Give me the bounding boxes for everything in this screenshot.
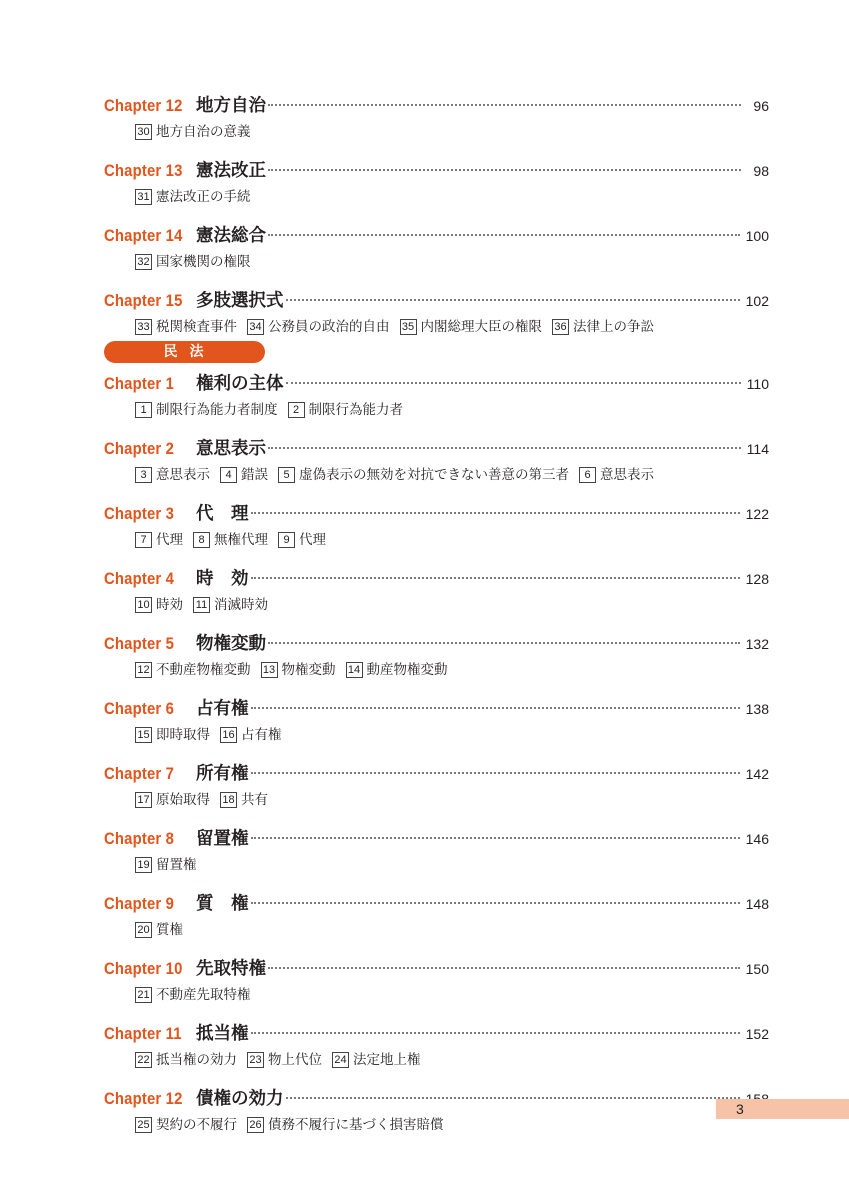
topic-text: 法定地上権 — [353, 1052, 421, 1068]
topic-number-box: 6 — [579, 467, 596, 483]
topic-list — [104, 463, 769, 487]
topic-item — [278, 528, 326, 552]
dot-leader — [251, 836, 740, 839]
topic-number-box: 21 — [135, 987, 152, 1003]
chapter-page-number: 132 — [745, 636, 769, 652]
topic-item — [346, 658, 448, 682]
topic-number-box: 22 — [135, 1052, 152, 1068]
toc-entry-heading — [104, 370, 769, 398]
topic-text: 不動産先取特権 — [156, 987, 251, 1003]
topic-text: 制限行為能力者制度 — [156, 402, 278, 418]
topic-text: 消滅時効 — [214, 597, 268, 613]
topic-item — [278, 463, 569, 487]
topic-item — [220, 788, 268, 812]
toc-entry — [104, 435, 769, 487]
chapter-title: 地方自治 — [196, 96, 266, 116]
topic-number-box: 19 — [135, 857, 152, 873]
topic-text: 時効 — [156, 597, 183, 613]
topic-number-box: 31 — [135, 189, 152, 205]
chapter-label: Chapter 5 — [104, 635, 175, 653]
topic-item — [135, 528, 183, 552]
topic-item — [135, 463, 210, 487]
topic-item — [247, 1113, 444, 1137]
toc-entry-heading — [104, 1020, 769, 1048]
topic-text: 憲法改正の手続 — [156, 189, 251, 205]
topic-list — [104, 593, 769, 617]
topic-number-box: 16 — [220, 727, 237, 743]
toc-entry — [104, 92, 769, 144]
topic-number-box: 26 — [247, 1117, 264, 1133]
chapter-label: Chapter 12 — [104, 1090, 183, 1108]
topic-text: 税関検査事件 — [156, 319, 237, 335]
topic-text: 抵当権の効力 — [156, 1052, 237, 1068]
toc-entry — [104, 695, 769, 747]
chapter-title: 物権変動 — [196, 634, 266, 654]
toc-entry — [104, 1020, 769, 1072]
toc-entry-heading — [104, 955, 769, 983]
dot-leader — [251, 771, 740, 774]
topic-number-box: 18 — [220, 792, 237, 808]
chapter-label: Chapter 1 — [104, 375, 175, 393]
chapter-label: Chapter 15 — [104, 292, 183, 310]
topic-text: 不動産物権変動 — [156, 662, 251, 678]
toc-entry-heading — [104, 222, 769, 250]
chapter-title: 意思表示 — [196, 439, 266, 459]
toc-entry — [104, 1085, 769, 1137]
chapter-title: 憲法改正 — [196, 161, 266, 181]
topic-list — [104, 398, 769, 422]
chapter-title: 権利の主体 — [196, 374, 284, 394]
dot-leader — [268, 641, 740, 644]
chapter-page-number: 96 — [753, 98, 769, 114]
dot-leader — [251, 1031, 740, 1034]
topic-text: 共有 — [241, 792, 268, 808]
topic-number-box: 5 — [278, 467, 295, 483]
topic-text: 虚偽表示の無効を対抗できない善意の第三者 — [299, 467, 569, 483]
topic-number-box: 25 — [135, 1117, 152, 1133]
chapter-title: 時 効 — [196, 569, 249, 589]
topic-item — [135, 788, 210, 812]
topic-list — [104, 1113, 769, 1137]
topic-number-box: 24 — [332, 1052, 349, 1068]
topic-number-box: 13 — [261, 662, 278, 678]
chapter-label: Chapter 3 — [104, 505, 175, 523]
chapter-label: Chapter 7 — [104, 765, 175, 783]
chapter-page-number: 122 — [745, 506, 769, 522]
topic-number-box: 30 — [135, 124, 152, 140]
topic-list — [104, 528, 769, 552]
toc-constitution — [104, 92, 769, 352]
topic-text: 即時取得 — [156, 727, 210, 743]
toc-entry-heading — [104, 630, 769, 658]
toc-entry — [104, 370, 769, 422]
topic-text: 代理 — [156, 532, 183, 548]
toc-entry — [104, 287, 769, 339]
topic-text: 意思表示 — [600, 467, 654, 483]
topic-number-box: 20 — [135, 922, 152, 938]
toc-entry-heading — [104, 287, 769, 315]
dot-leader — [268, 233, 740, 236]
topic-item — [247, 315, 390, 339]
chapter-title: 抵当権 — [196, 1024, 249, 1044]
topic-item — [135, 315, 237, 339]
dot-leader — [251, 901, 740, 904]
toc-entry — [104, 565, 769, 617]
page-number: 3 — [716, 1099, 849, 1119]
topic-text: 制限行為能力者 — [308, 402, 403, 418]
topic-number-box: 1 — [135, 402, 152, 418]
topic-item — [193, 593, 268, 617]
chapter-title: 憲法総合 — [196, 226, 266, 246]
topic-item — [135, 398, 278, 422]
topic-item — [135, 250, 251, 274]
chapter-page-number: 102 — [745, 293, 769, 309]
toc-entry-heading — [104, 825, 769, 853]
chapter-page-number: 150 — [745, 961, 769, 977]
toc-entry — [104, 955, 769, 1007]
chapter-label: Chapter 14 — [104, 227, 183, 245]
toc-entry — [104, 825, 769, 877]
topic-list — [104, 1048, 769, 1072]
dot-leader — [286, 381, 741, 384]
topic-text: 無権代理 — [214, 532, 268, 548]
chapter-label: Chapter 8 — [104, 830, 175, 848]
chapter-page-number: 146 — [745, 831, 769, 847]
toc-entry-heading — [104, 890, 769, 918]
topic-item — [135, 185, 251, 209]
dot-leader — [268, 446, 741, 449]
chapter-label: Chapter 13 — [104, 162, 183, 180]
topic-number-box: 32 — [135, 254, 152, 270]
topic-number-box: 34 — [247, 319, 264, 335]
chapter-page-number: 114 — [746, 441, 769, 457]
topic-list — [104, 658, 769, 682]
topic-item — [135, 1048, 237, 1072]
dot-leader — [268, 966, 740, 969]
topic-number-box: 10 — [135, 597, 152, 613]
topic-item — [220, 723, 282, 747]
toc-entry — [104, 157, 769, 209]
chapter-page-number: 98 — [753, 163, 769, 179]
topic-list — [104, 788, 769, 812]
topic-item — [135, 853, 197, 877]
chapter-page-number: 100 — [745, 228, 769, 244]
chapter-page-number: 128 — [745, 571, 769, 587]
toc-entry — [104, 222, 769, 274]
toc-entry-heading — [104, 500, 769, 528]
topic-text: 債務不履行に基づく損害賠償 — [268, 1117, 444, 1133]
topic-list — [104, 918, 769, 942]
topic-item — [579, 463, 654, 487]
topic-list — [104, 853, 769, 877]
toc-civil-law — [104, 370, 769, 1150]
topic-list — [104, 723, 769, 747]
topic-item — [220, 463, 268, 487]
chapter-label: Chapter 4 — [104, 570, 175, 588]
topic-text: 法律上の争訟 — [573, 319, 654, 335]
topic-item — [332, 1048, 421, 1072]
topic-item — [193, 528, 268, 552]
topic-text: 公務員の政治的自由 — [268, 319, 390, 335]
topic-number-box: 3 — [135, 467, 152, 483]
topic-item — [261, 658, 336, 682]
chapter-page-number: 110 — [746, 376, 769, 392]
topic-text: 占有権 — [241, 727, 282, 743]
topic-number-box: 35 — [400, 319, 417, 335]
chapter-page-number: 138 — [745, 701, 769, 717]
toc-entry-heading — [104, 435, 769, 463]
chapter-page-number: 148 — [745, 896, 769, 912]
topic-text: 原始取得 — [156, 792, 210, 808]
topic-number-box: 17 — [135, 792, 152, 808]
topic-number-box: 33 — [135, 319, 152, 335]
topic-number-box: 12 — [135, 662, 152, 678]
chapter-title: 代 理 — [196, 504, 249, 524]
toc-entry — [104, 760, 769, 812]
chapter-label: Chapter 10 — [104, 960, 183, 978]
chapter-title: 占有権 — [196, 699, 249, 719]
chapter-label: Chapter 11 — [104, 1025, 182, 1043]
chapter-title: 所有権 — [196, 764, 249, 784]
topic-item — [135, 918, 183, 942]
chapter-title: 多肢選択式 — [196, 291, 284, 311]
topic-number-box: 14 — [346, 662, 363, 678]
dot-leader — [251, 511, 740, 514]
dot-leader — [268, 168, 741, 171]
topic-number-box: 36 — [552, 319, 569, 335]
dot-leader — [286, 298, 740, 301]
dot-leader — [251, 576, 740, 579]
topic-list — [104, 250, 769, 274]
toc-entry-heading — [104, 695, 769, 723]
topic-text: 物権変動 — [281, 662, 336, 678]
toc-entry-heading — [104, 1085, 769, 1113]
chapter-title: 質 権 — [196, 894, 249, 914]
chapter-page-number: 152 — [745, 1026, 769, 1042]
topic-item — [552, 315, 654, 339]
topic-text: 契約の不履行 — [156, 1117, 237, 1133]
chapter-label: Chapter 2 — [104, 440, 175, 458]
topic-number-box: 9 — [278, 532, 295, 548]
topic-text: 意思表示 — [156, 467, 210, 483]
topic-text: 代理 — [299, 532, 326, 548]
topic-text: 質権 — [156, 922, 183, 938]
chapter-label: Chapter 9 — [104, 895, 175, 913]
topic-item — [288, 398, 404, 422]
topic-item — [135, 120, 251, 144]
toc-entry-heading — [104, 157, 769, 185]
topic-item — [135, 983, 251, 1007]
topic-number-box: 23 — [247, 1052, 264, 1068]
topic-text: 内閣総理大臣の権限 — [420, 319, 542, 335]
topic-text: 留置権 — [156, 857, 197, 873]
topic-text: 地方自治の意義 — [156, 124, 251, 140]
topic-text: 動産物権変動 — [366, 662, 448, 678]
dot-leader — [286, 1096, 740, 1099]
topic-item — [247, 1048, 322, 1072]
topic-text: 物上代位 — [268, 1052, 322, 1068]
chapter-label: Chapter 6 — [104, 700, 175, 718]
chapter-page-number: 142 — [745, 766, 769, 782]
toc-entry-heading — [104, 92, 769, 120]
toc-entry — [104, 890, 769, 942]
topic-text: 国家機関の権限 — [156, 254, 251, 270]
topic-item — [135, 593, 183, 617]
toc-entry-heading — [104, 760, 769, 788]
toc-entry — [104, 500, 769, 552]
topic-item — [135, 658, 251, 682]
topic-list — [104, 983, 769, 1007]
topic-list — [104, 185, 769, 209]
topic-number-box: 7 — [135, 532, 152, 548]
toc-entry-heading — [104, 565, 769, 593]
topic-list — [104, 315, 769, 339]
topic-number-box: 11 — [193, 597, 210, 613]
topic-number-box: 8 — [193, 532, 210, 548]
chapter-title: 債権の効力 — [196, 1089, 284, 1109]
section-tab-civil-law: 民法 — [104, 341, 265, 363]
topic-text: 錯誤 — [241, 467, 268, 483]
topic-item — [135, 1113, 237, 1137]
dot-leader — [251, 706, 740, 709]
chapter-label: Chapter 12 — [104, 97, 183, 115]
toc-entry — [104, 630, 769, 682]
dot-leader — [268, 103, 741, 106]
topic-list — [104, 120, 769, 144]
topic-number-box: 15 — [135, 727, 152, 743]
chapter-title: 先取特権 — [196, 959, 266, 979]
topic-item — [135, 723, 210, 747]
topic-number-box: 4 — [220, 467, 237, 483]
chapter-title: 留置権 — [196, 829, 249, 849]
topic-item — [400, 315, 543, 339]
topic-number-box: 2 — [288, 402, 305, 418]
